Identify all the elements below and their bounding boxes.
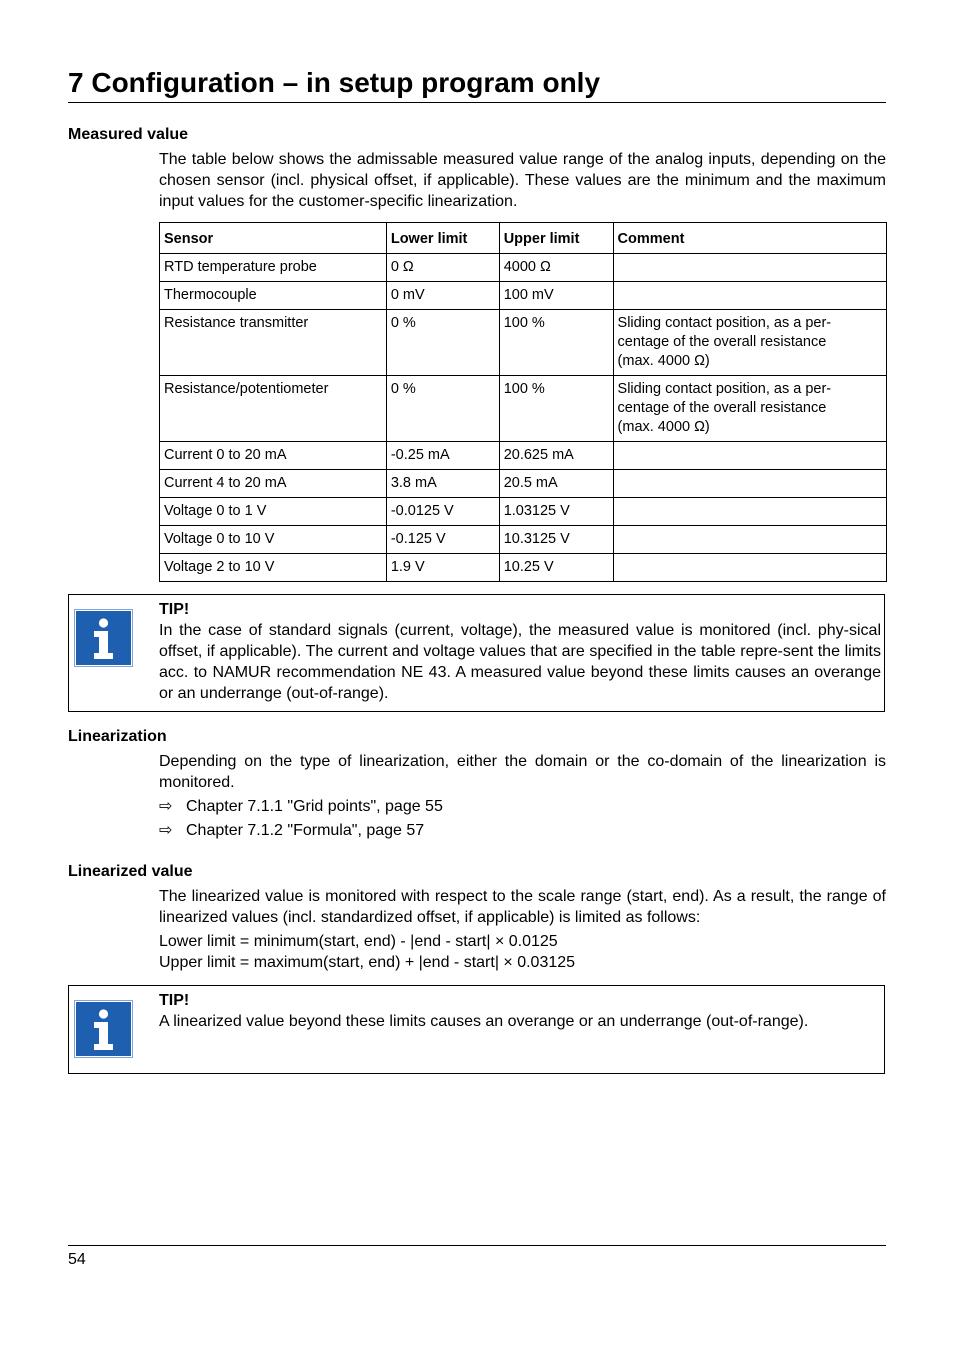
lower-limit-formula: Lower limit = minimum(start, end) - |end - start| × 0.0125 [159, 933, 558, 950]
lower-limit-cell: 0 % [386, 376, 499, 442]
lower-limit-cell: -0.0125 V [386, 498, 499, 526]
upper-limit-cell: 20.5 mA [499, 470, 613, 498]
lower-limit-cell: 0 % [386, 310, 499, 376]
table-header-row [160, 223, 887, 254]
table-row [160, 310, 887, 376]
upper-limit-cell: 10.3125 V [499, 526, 613, 554]
header-comment: Comment [613, 223, 886, 254]
header-upper-limit: Upper limit [499, 223, 613, 254]
comment-cell [613, 498, 886, 526]
comment-cell: Sliding contact position, as a per- centage of the overall resistance (max. 4000 Ω) [613, 310, 886, 376]
chapter-reference-link[interactable] [159, 820, 424, 841]
reference-text: Chapter 7.1.1 "Grid points", page 55 [186, 798, 443, 815]
tip-text: In the case of standard signals (current, voltage), the measured value is monitored (incl. phy-sical offset, if applicable). The current and voltage values that are specified in the table repre-sent the limits acc. to NAMUR recommendation NE 43. A measured value beyond these limits causes an overange or an underrange (out-of-range). [159, 622, 881, 702]
linearization-text: Depending on the type of linearization, either the domain or the co-domain of the linearization is monitored. [159, 753, 886, 791]
sensor-cell: Current 4 to 20 mA [160, 470, 387, 498]
upper-limit-cell: 100 mV [499, 282, 613, 310]
tip-box-2 [68, 985, 885, 1074]
upper-limit-cell: 20.625 mA [499, 442, 613, 470]
chapter-reference-link[interactable] [159, 796, 443, 817]
upper-limit-cell: 10.25 V [499, 554, 613, 582]
table-row [160, 498, 887, 526]
comment-cell [613, 554, 886, 582]
lower-limit-cell: -0.25 mA [386, 442, 499, 470]
sensor-cell: Resistance transmitter [160, 310, 387, 376]
sensor-cell: Voltage 2 to 10 V [160, 554, 387, 582]
info-icon [74, 609, 133, 667]
comment-cell: Sliding contact position, as a per- centage of the overall resistance (max. 4000 Ω) [613, 376, 886, 442]
sensor-cell: Thermocouple [160, 282, 387, 310]
linearized-value-heading: Linearized value [68, 863, 193, 880]
comment-cell [613, 442, 886, 470]
header-sensor: Sensor [160, 223, 387, 254]
tip-heading: TIP! [159, 992, 190, 1009]
lower-limit-cell: 3.8 mA [386, 470, 499, 498]
table-row [160, 554, 887, 582]
comment-cell [613, 526, 886, 554]
page-number: 54 [68, 1251, 86, 1268]
lower-limit-cell: 0 mV [386, 282, 499, 310]
comment-cell [613, 470, 886, 498]
linearization-heading: Linearization [68, 728, 167, 745]
measured-value-heading: Measured value [68, 126, 189, 143]
reference-text: Chapter 7.1.2 "Formula", page 57 [186, 822, 425, 839]
lower-limit-cell: -0.125 V [386, 526, 499, 554]
upper-limit-cell: 100 % [499, 376, 613, 442]
sensor-cell: Voltage 0 to 1 V [160, 498, 387, 526]
table-row [160, 470, 887, 498]
tip-box-1 [68, 594, 885, 712]
chapter-title: 7 Configuration – in setup program only [68, 66, 886, 103]
table-row [160, 254, 887, 282]
info-icon [74, 1000, 133, 1058]
upper-limit-formula: Upper limit = maximum(start, end) + |end - start| × 0.03125 [159, 954, 576, 971]
sensor-cell: Voltage 0 to 10 V [160, 526, 387, 554]
upper-limit-cell: 100 % [499, 310, 613, 376]
measured-value-table [159, 222, 887, 582]
upper-limit-cell: 4000 Ω [499, 254, 613, 282]
table-row [160, 376, 887, 442]
sensor-cell: Resistance/potentiometer [160, 376, 387, 442]
footer-divider [68, 1245, 886, 1246]
comment-cell [613, 254, 886, 282]
upper-limit-cell: 1.03125 V [499, 498, 613, 526]
sensor-cell: Current 0 to 20 mA [160, 442, 387, 470]
tip-text: A linearized value beyond these limits causes an overange or an underrange (out-of-range). [159, 1013, 809, 1030]
tip-heading: TIP! [159, 601, 190, 618]
table-row [160, 526, 887, 554]
sensor-cell: RTD temperature probe [160, 254, 387, 282]
measured-value-intro: The table below shows the admissable measured value range of the analog inputs, depending on the chosen sensor (incl. physical offset, if applicable). These values are the minimum and the maximum input values for the customer-specific linearization. [159, 151, 886, 210]
lower-limit-cell: 0 Ω [386, 254, 499, 282]
table-row [160, 282, 887, 310]
arrow-right-icon: ⇨ [159, 822, 173, 839]
comment-cell [613, 282, 886, 310]
header-lower-limit: Lower limit [386, 223, 499, 254]
linearized-value-text: The linearized value is monitored with respect to the scale range (start, end). As a result, the range of linearized values (incl. standardized offset, if applicable) is limited as follows: [159, 888, 886, 926]
lower-limit-cell: 1.9 V [386, 554, 499, 582]
table-row [160, 442, 887, 470]
arrow-right-icon: ⇨ [159, 798, 173, 815]
